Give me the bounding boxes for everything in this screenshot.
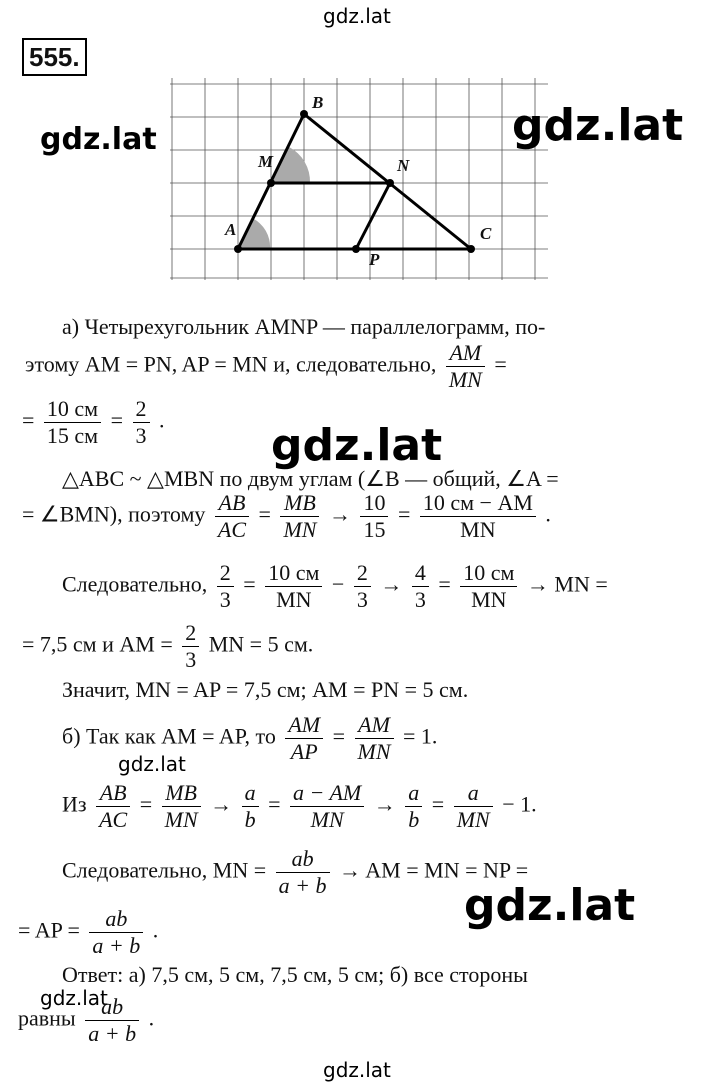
frac-den: MN <box>456 807 490 832</box>
watermark-middle: gdz.lat <box>271 420 443 471</box>
frac-num: MB <box>280 490 319 517</box>
frac-num: 4 <box>412 560 429 587</box>
arrow: → <box>210 791 233 817</box>
line-11-tail: → AM = MN = NP = <box>339 857 529 883</box>
line-13: Ответ: а) 7,5 см, 5 см, 7,5 см, 5 см; б) все стороны <box>62 962 528 987</box>
watermark-right: gdz.lat <box>512 100 684 151</box>
eq: = <box>431 791 445 817</box>
frac-am-ap <box>285 712 323 765</box>
frac-den: MN <box>448 367 482 392</box>
watermark-bottom-left: gdz.lat <box>40 986 108 1010</box>
frac-den: b <box>244 807 256 832</box>
line-14 <box>18 994 154 1047</box>
problem-number: 555. <box>22 38 87 76</box>
dot: . <box>545 501 551 527</box>
line-12-text: = AP = <box>18 917 80 943</box>
frac-den: 15 см <box>46 423 99 448</box>
minus: − <box>331 571 345 597</box>
line-11 <box>62 846 528 899</box>
geometry-figure <box>170 78 550 280</box>
frac-am-mn-b <box>355 712 394 765</box>
frac-10-am-mn <box>420 490 536 543</box>
frac-num: 10 <box>360 490 388 517</box>
line-8: Значит, MN = AP = 7,5 см; AM = PN = 5 см. <box>62 677 469 702</box>
arrow: → <box>328 501 351 527</box>
frac-ab-apb-2 <box>89 906 143 959</box>
frac-num: 2 <box>217 560 234 587</box>
frac-a-mn <box>454 780 493 833</box>
frac-ab-apb-3 <box>85 994 139 1047</box>
eq: = <box>438 571 451 597</box>
line-7-tail: MN = 5 см. <box>208 631 314 657</box>
angle-a-arc <box>238 218 270 249</box>
line-9-text: б) Так как AM = AP, то <box>62 723 276 749</box>
line-5-text: = ∠BMN), поэтому <box>22 501 206 527</box>
watermark-mid-small: gdz.lat <box>118 752 186 776</box>
frac-mb-mn-b <box>162 780 201 833</box>
line-3 <box>22 396 165 449</box>
frac-4-3 <box>412 560 429 613</box>
frac-den: MN <box>471 587 507 612</box>
line-6-text: Следовательно, <box>62 571 208 597</box>
eq: = <box>139 791 153 817</box>
frac-num: 2 <box>133 396 150 423</box>
line-9-tail: = 1. <box>403 723 438 749</box>
line-2 <box>25 340 507 393</box>
frac-num: 10 см <box>460 560 517 587</box>
line-7-text: = 7,5 см и AM = <box>22 631 173 657</box>
frac-ab-ac-b <box>96 780 130 833</box>
dot: . <box>148 1005 155 1031</box>
eq: = <box>268 791 281 817</box>
line-6-tail: → MN = <box>526 571 608 597</box>
eq: = <box>258 501 271 527</box>
frac-num: AB <box>215 490 249 517</box>
frac-a-b-2 <box>405 780 422 833</box>
frac-num: MB <box>162 780 201 807</box>
eq: = <box>397 501 411 527</box>
line-7 <box>22 620 313 673</box>
frac-num: AB <box>96 780 130 807</box>
line-10-tail: − 1. <box>502 791 537 817</box>
eq: = <box>494 351 507 377</box>
frac-2-3-b <box>354 560 371 613</box>
line-1: а) Четырехугольник AMNP — параллелограмм, по- <box>62 314 546 339</box>
line-10 <box>62 780 537 833</box>
frac-num: a <box>242 780 259 807</box>
eq: = <box>243 571 256 597</box>
frac-den: 3 <box>414 587 426 612</box>
watermark-top: gdz.lat <box>323 4 391 28</box>
frac-den: MN <box>164 807 198 832</box>
dot: . <box>152 917 159 943</box>
frac-den: MN <box>357 739 391 764</box>
frac-num: 10 см <box>44 396 101 423</box>
frac-den: AC <box>99 807 128 832</box>
line-4: △ABC ~ △MBN по двум углам (∠B — общий, ∠A = <box>62 466 559 491</box>
frac-den: MN <box>460 517 496 542</box>
eq: = <box>22 407 35 433</box>
frac-mb-mn <box>280 490 319 543</box>
frac-a-b <box>242 780 259 833</box>
frac-num: AM <box>446 340 485 367</box>
line-14-text: равны <box>18 1005 76 1031</box>
frac-den: AP <box>290 739 318 764</box>
frac-den: MN <box>276 587 312 612</box>
frac-den: 3 <box>219 587 231 612</box>
frac-am-mn <box>446 340 485 393</box>
frac-2-3 <box>133 396 150 449</box>
frac-den: AC <box>217 517 247 542</box>
frac-a-am-mn <box>290 780 364 833</box>
frac-num: a <box>454 780 493 807</box>
frac-10-mn-a <box>265 560 322 613</box>
frac-num: AM <box>355 712 394 739</box>
line-12 <box>18 906 158 959</box>
frac-den: MN <box>283 517 317 542</box>
frac-den: a + b <box>278 873 327 898</box>
label-a: A <box>225 220 237 239</box>
frac-ab-apb <box>276 846 330 899</box>
frac-2-3-a <box>217 560 234 613</box>
eq: = <box>110 407 124 433</box>
frac-num: 2 <box>182 620 199 647</box>
frac-num: ab <box>276 846 330 873</box>
frac-den: 3 <box>356 587 368 612</box>
frac-num: AM <box>285 712 323 739</box>
frac-10-15-b <box>360 490 388 543</box>
frac-num: ab <box>89 906 143 933</box>
frac-10-15 <box>44 396 101 449</box>
dot: . <box>159 407 165 433</box>
watermark-lower-right: gdz.lat <box>464 880 636 931</box>
label-m: M <box>258 152 274 171</box>
frac-num: a − AM <box>290 780 364 807</box>
frac-num: ab <box>85 994 139 1021</box>
frac-den: a + b <box>88 1021 137 1046</box>
eq: = <box>332 723 346 749</box>
line-10-text: Из <box>62 791 87 817</box>
frac-den: b <box>408 807 420 832</box>
frac-den: 15 <box>363 517 386 542</box>
frac-num: 10 см − AM <box>420 490 536 517</box>
watermark-left: gdz.lat <box>40 122 157 157</box>
frac-10-mn-b <box>460 560 517 613</box>
label-b: B <box>312 93 324 112</box>
arrow: → <box>380 571 403 597</box>
line-6 <box>62 560 608 613</box>
label-c: C <box>480 224 492 243</box>
frac-2-3-c <box>182 620 199 673</box>
frac-den: 3 <box>135 423 147 448</box>
frac-ab-ac <box>215 490 249 543</box>
line-11-text: Следовательно, MN = <box>62 857 267 883</box>
line-5 <box>22 490 551 543</box>
frac-num: 10 см <box>265 560 322 587</box>
label-n: N <box>397 156 410 175</box>
frac-num: 2 <box>354 560 371 587</box>
watermark-bottom: gdz.lat <box>323 1058 391 1082</box>
frac-den: 3 <box>185 647 197 672</box>
frac-den: a + b <box>92 933 141 958</box>
label-p: P <box>369 250 380 269</box>
frac-den: MN <box>310 807 344 832</box>
arrow: → <box>373 791 396 817</box>
frac-num: a <box>405 780 422 807</box>
line-2-text: этому AM = PN, AP = MN и, следовательно, <box>25 351 437 377</box>
